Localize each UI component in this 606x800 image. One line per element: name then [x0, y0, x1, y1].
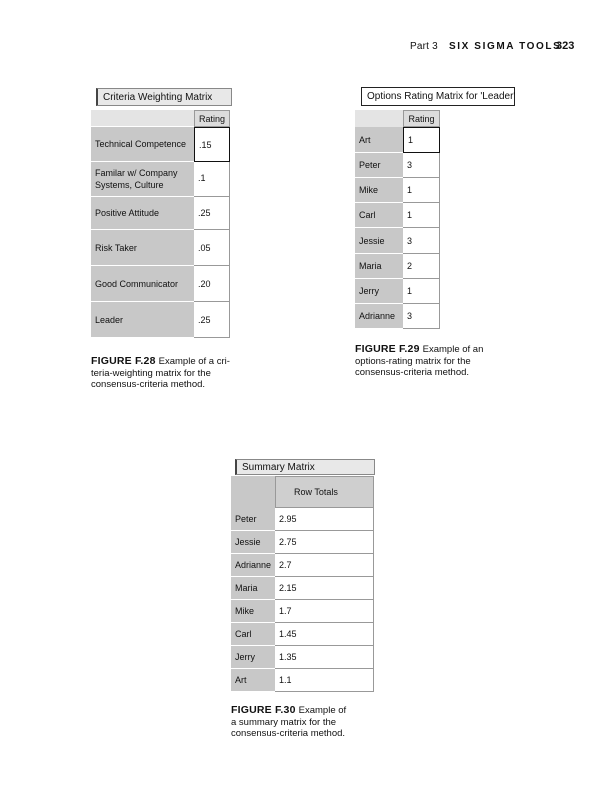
figure-f29-label: FIGURE F.29: [355, 343, 420, 355]
options-row-rating[interactable]: 3: [403, 304, 440, 329]
options-row-rating[interactable]: 1: [403, 178, 440, 203]
summary-row-total[interactable]: 2.95: [275, 508, 374, 531]
options-row-label: Jerry: [355, 279, 404, 304]
summary-row-label: Peter: [231, 508, 276, 531]
summary-matrix-titlebar: [235, 459, 375, 475]
options-row-rating[interactable]: 2: [403, 254, 440, 279]
options-row-label: Mike: [355, 178, 404, 203]
options-row-label: Jessie: [355, 228, 404, 254]
options-row-label: Carl: [355, 203, 404, 228]
options-row-label: Maria: [355, 254, 404, 279]
summary-row-label: Carl: [231, 623, 276, 646]
summary-row-label: Jerry: [231, 646, 276, 669]
options-row-rating[interactable]: 1: [403, 203, 440, 228]
options-row-rating[interactable]: 3: [403, 228, 440, 254]
criteria-row-rating[interactable]: .25: [194, 197, 230, 230]
summary-row-total[interactable]: 1.35: [275, 646, 374, 669]
criteria-row-rating[interactable]: .25: [194, 302, 230, 338]
figure-f30-label: FIGURE F.30: [231, 704, 296, 716]
page-number: 323: [556, 40, 575, 52]
criteria-row-rating[interactable]: .05: [194, 230, 230, 266]
options-row-rating[interactable]: 1: [403, 127, 440, 153]
criteria-matrix-titlebar: [96, 88, 232, 106]
part-label: Part 3: [410, 41, 438, 52]
options-row-label: Peter: [355, 153, 404, 178]
options-matrix-title: Options Rating Matrix for 'Leader': [367, 91, 516, 102]
figure-f28-caption: [91, 356, 261, 391]
criteria-matrix-corner: [91, 110, 195, 126]
criteria-row-rating[interactable]: .15: [194, 127, 230, 162]
figure-f28-label: FIGURE F.28: [91, 355, 156, 367]
summary-row-label: Jessie: [231, 531, 276, 554]
figure-f28-text: Example of a cri- teria-weighting matrix for the consensus-criteria method.: [91, 356, 230, 390]
summary-matrix-corner: [231, 476, 276, 508]
summary-row-total[interactable]: 2.15: [275, 577, 374, 600]
criteria-row-label: Good Communicator: [91, 266, 195, 302]
criteria-row-rating[interactable]: .20: [194, 266, 230, 302]
summary-row-total[interactable]: 1.7: [275, 600, 374, 623]
summary-row-total[interactable]: 1.1: [275, 669, 374, 692]
criteria-row-label: Technical Competence: [91, 127, 195, 162]
summary-matrix-title: Summary Matrix: [242, 461, 315, 473]
options-rating-header: Rating: [403, 110, 440, 127]
criteria-row-label: Leader: [91, 302, 195, 338]
options-matrix-titlebar: [361, 87, 515, 106]
criteria-row-label: Positive Attitude: [91, 197, 195, 230]
summary-row-label: Mike: [231, 600, 276, 623]
criteria-rating-header: Rating: [194, 110, 230, 127]
criteria-row-rating[interactable]: .1: [194, 162, 230, 197]
figure-f29-caption: [355, 344, 505, 379]
options-row-label: Adrianne: [355, 304, 404, 329]
running-head: [0, 0, 606, 70]
criteria-row-label: Risk Taker: [91, 230, 195, 266]
figure-f30-caption: [231, 705, 381, 740]
summary-row-label: Maria: [231, 577, 276, 600]
options-row-rating[interactable]: 3: [403, 153, 440, 178]
figure-f29-text: Example of an options-rating matrix for the consensus-criteria method.: [355, 344, 484, 378]
summary-row-label: Adrianne: [231, 554, 276, 577]
summary-row-total[interactable]: 2.75: [275, 531, 374, 554]
options-matrix-corner: [355, 110, 403, 127]
options-row-label: Art: [355, 127, 404, 153]
options-row-rating[interactable]: 1: [403, 279, 440, 304]
summary-row-total[interactable]: 1.45: [275, 623, 374, 646]
summary-row-label: Art: [231, 669, 276, 692]
summary-total-header: Row Totals: [275, 476, 374, 508]
figure-f30-text: Example of a summary matrix for the consensus-criteria method.: [231, 705, 347, 739]
criteria-row-label: Familar w/ Company Systems, Culture: [91, 162, 195, 197]
section-title: SIX SIGMA TOOLS: [449, 41, 562, 52]
summary-row-total[interactable]: 2.7: [275, 554, 374, 577]
criteria-matrix-title: Criteria Weighting Matrix: [103, 91, 213, 103]
